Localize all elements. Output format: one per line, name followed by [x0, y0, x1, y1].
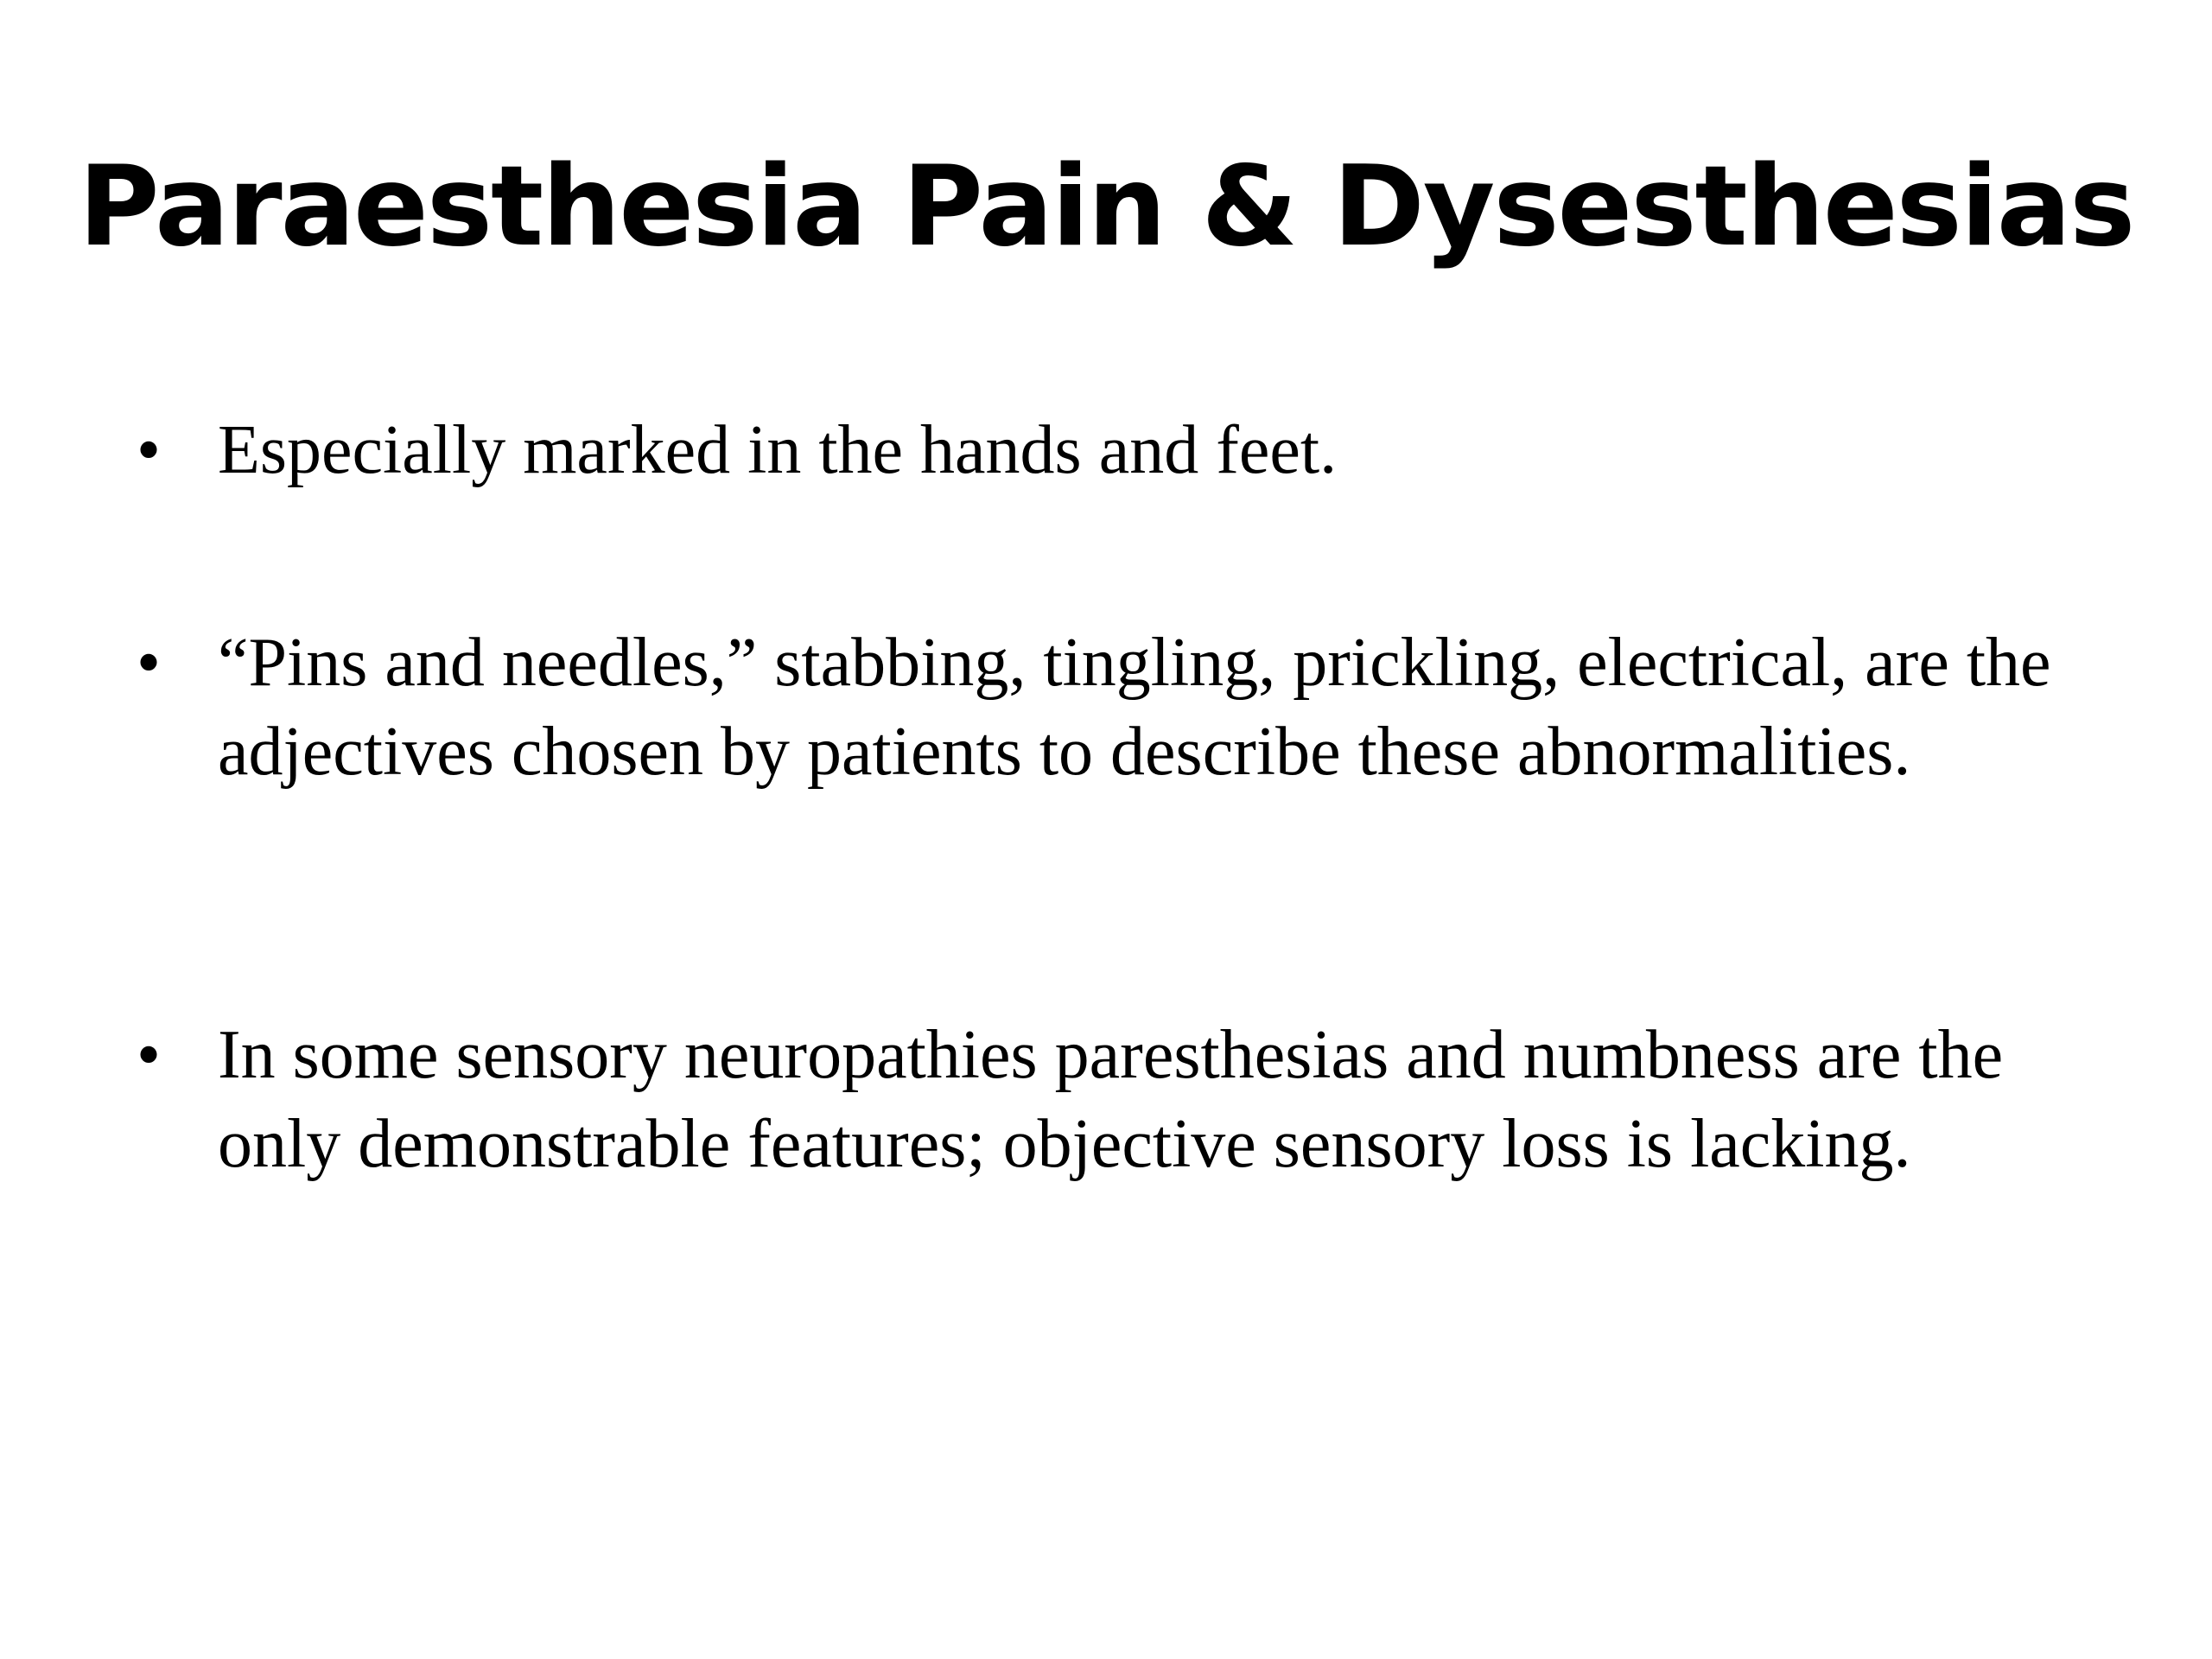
bullet-marker: •: [136, 412, 161, 488]
bullet-marker: •: [136, 625, 161, 701]
bullet-item: [136, 1011, 2101, 1189]
bullet-text: “Pins and needles,” stabbing, tingling, prickling, electrical, are the adjectives chosen by patients to describe these abnormalities.: [218, 625, 2051, 790]
bullet-item: [136, 619, 2101, 797]
slide-title: Paraesthesia Pain & Dysesthesias: [78, 143, 2134, 271]
bullet-marker: •: [136, 1017, 161, 1093]
bullet-text: Especially marked in the hands and feet.: [218, 412, 1338, 488]
bullet-item: [136, 406, 2101, 495]
bullet-text: In some sensory neuropathies paresthesias and numbness are the only demonstrable features; objective sensory loss is lacking.: [218, 1017, 2004, 1182]
